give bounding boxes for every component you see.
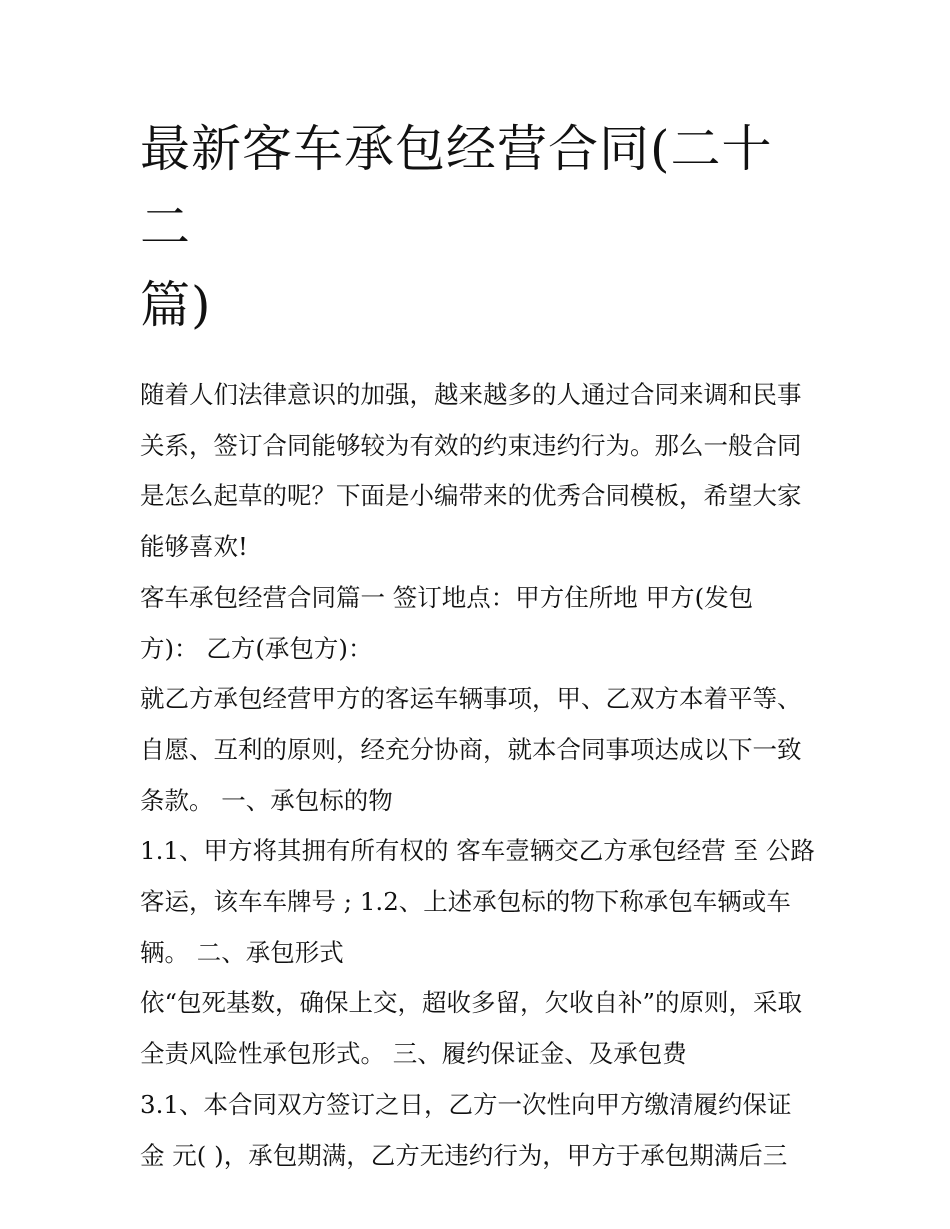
text-line: 自愿、互利的原则，经充分协商，就本合同事项达成以下一致 bbox=[140, 734, 802, 764]
text-line: 就乙方承包经营甲方的客运车辆事项，甲、乙双方本着平等、 bbox=[140, 684, 802, 714]
paragraph-clause-1 bbox=[140, 826, 820, 978]
paragraph-clause-2 bbox=[140, 978, 820, 1079]
text-line: 3.1、本合同双方签订之日，乙方一次性向甲方缴清履约保证 bbox=[140, 1089, 792, 1119]
paragraph-clause-3 bbox=[140, 1080, 820, 1181]
document-body bbox=[140, 370, 820, 1181]
text-line: 全责风险性承包形式。 三、履约保证金、及承包费 bbox=[140, 1039, 687, 1069]
text-line: 依“包死基数，确保上交，超收多留，欠收自补”的原则，采取 bbox=[140, 988, 803, 1018]
paragraph-parties bbox=[140, 573, 820, 674]
text-line: 随着人们法律意识的加强，越来越多的人通过合同来调和民事 bbox=[140, 380, 802, 409]
text-line: 方)： 乙方(承包方)： bbox=[140, 633, 373, 663]
text-line: 金 元( )，承包期满，乙方无违约行为，甲方于承包期满后三 bbox=[140, 1140, 788, 1170]
title-line: 最新客车承包经营合同(二十二 bbox=[140, 120, 773, 256]
text-line: 能够喜欢! bbox=[140, 532, 248, 562]
document-page bbox=[140, 110, 820, 1181]
text-line: 条款。 一、承包标的物 bbox=[140, 785, 393, 815]
text-line: 关系，签订合同能够较为有效的约束违约行为。那么一般合同 bbox=[140, 430, 802, 460]
text-line: 是怎么起草的呢？下面是小编带来的优秀合同模板，希望大家 bbox=[140, 481, 802, 511]
text-line: 1.1、甲方将其拥有所有权的 客车壹辆交乙方承包经营 至 公路 bbox=[140, 836, 815, 866]
document-title bbox=[140, 110, 820, 344]
text-line: 客运，该车车牌号 ; 1.2、上述承包标的物下称承包车辆或车 bbox=[140, 887, 791, 917]
text-line: 辆。 二、承包形式 bbox=[140, 937, 344, 967]
title-line: 篇) bbox=[140, 276, 212, 334]
paragraph-intro bbox=[140, 370, 820, 573]
text-line: 客车承包经营合同篇一 签订地点：甲方住所地 甲方(发包 bbox=[140, 582, 754, 612]
paragraph-preamble bbox=[140, 674, 820, 826]
